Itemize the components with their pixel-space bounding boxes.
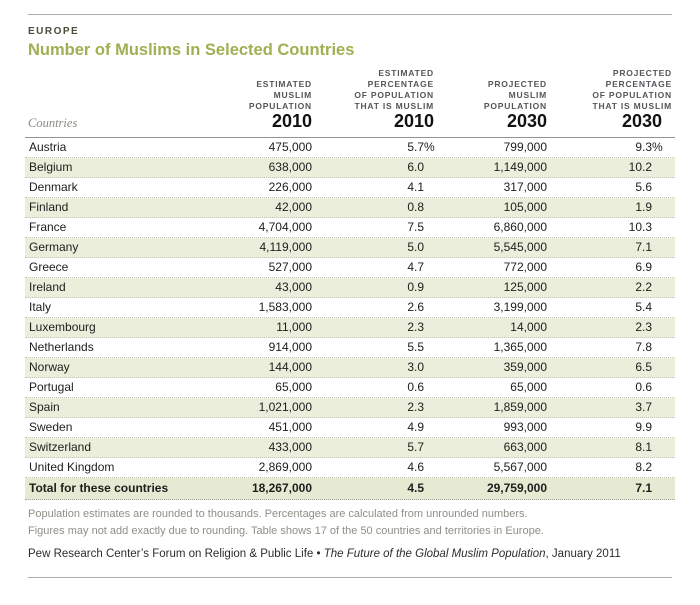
pct-2010-value: 4.1 bbox=[407, 180, 424, 194]
country-name: Luxembourg bbox=[29, 320, 96, 334]
column-header-line: OF POPULATION bbox=[592, 90, 672, 100]
source-line bbox=[28, 548, 621, 560]
table-row bbox=[25, 238, 675, 258]
pct-2030-value: 5.4 bbox=[635, 300, 652, 314]
table-row bbox=[25, 298, 675, 318]
pop-2030-value: 29,759,000 bbox=[486, 481, 547, 495]
pop-2030-value: 317,000 bbox=[503, 180, 547, 194]
pct-2030-value: 7.8 bbox=[635, 340, 652, 354]
pop-2030-value: 799,000 bbox=[503, 140, 547, 154]
table-row bbox=[25, 158, 675, 178]
column-year-1: 2010 bbox=[271, 111, 312, 131]
pop-2030-value: 359,000 bbox=[503, 360, 547, 374]
pct-2010-value: 2.3 bbox=[407, 400, 424, 414]
table-row bbox=[25, 378, 675, 398]
source-suffix: , January 2011 bbox=[545, 548, 621, 560]
country-name: Finland bbox=[29, 200, 69, 214]
table-row bbox=[25, 318, 675, 338]
pop-2030-value: 3,199,000 bbox=[493, 300, 547, 314]
column-header-line: OF POPULATION bbox=[354, 90, 434, 100]
table-row bbox=[25, 258, 675, 278]
pct-2030-value: 8.2 bbox=[635, 460, 652, 474]
country-name: Italy bbox=[29, 300, 52, 314]
column-year-3: 2030 bbox=[506, 111, 547, 131]
pop-2010-value: 4,119,000 bbox=[259, 240, 312, 254]
pop-2010-value: 226,000 bbox=[268, 180, 312, 194]
table-row bbox=[25, 398, 675, 418]
pop-2030-value: 1,365,000 bbox=[493, 340, 547, 354]
footnote-line-1: Population estimates are rounded to thousands. Percentages are calculated from unrounded numbers. bbox=[28, 508, 528, 520]
pop-2030-value: 105,000 bbox=[503, 200, 547, 214]
table-row bbox=[25, 178, 675, 198]
pop-2030-value: 1,149,000 bbox=[493, 160, 547, 174]
country-name: Norway bbox=[29, 360, 70, 374]
pct-2030-value: 0.6 bbox=[635, 380, 652, 394]
pct-2010-value: 2.3 bbox=[407, 320, 424, 334]
country-name: Germany bbox=[29, 240, 79, 254]
pop-2010-value: 144,000 bbox=[268, 360, 312, 374]
country-name: Greece bbox=[29, 260, 69, 274]
country-name: Belgium bbox=[29, 160, 73, 174]
pct-2030-value: 7.1 bbox=[635, 481, 652, 495]
table-row bbox=[25, 218, 675, 238]
pop-2010-value: 638,000 bbox=[268, 160, 312, 174]
pop-2010-value: 43,000 bbox=[275, 280, 312, 294]
pct-2010-value: 4.6 bbox=[407, 460, 424, 474]
column-header-line: PROJECTED bbox=[612, 68, 672, 78]
pct-2010-value: 5.7 bbox=[407, 440, 424, 454]
pct-2030-value: 5.6 bbox=[635, 180, 652, 194]
column-header-line: ESTIMATED bbox=[256, 79, 312, 89]
pop-2010-value: 1,583,000 bbox=[258, 300, 312, 314]
pct-2030-value: 2.3 bbox=[635, 320, 652, 334]
column-year-4: 2030 bbox=[621, 111, 662, 131]
pct-2030-value: 9.3 bbox=[635, 140, 652, 154]
column-header-3 bbox=[484, 79, 547, 112]
pop-2010-value: 18,267,000 bbox=[251, 481, 312, 495]
table-row bbox=[25, 458, 675, 478]
pct-2010-value: 5.5 bbox=[407, 340, 424, 354]
table-row bbox=[25, 338, 675, 358]
column-header-line: ESTIMATED bbox=[378, 68, 434, 78]
pop-2010-value: 527,000 bbox=[268, 260, 312, 274]
pct-2010-value: 3.0 bbox=[407, 360, 424, 374]
column-header-line: THAT IS MUSLIM bbox=[592, 101, 672, 111]
column-header-line: PROJECTED bbox=[487, 79, 547, 89]
footnote-line-2: Figures may not add exactly due to rounding. Table shows 17 of the 50 countries and territories in Europe. bbox=[28, 524, 544, 537]
country-name: Spain bbox=[29, 400, 60, 414]
region-label: EUROPE bbox=[28, 26, 80, 37]
column-header-line: POPULATION bbox=[248, 101, 312, 111]
country-name: Denmark bbox=[29, 180, 78, 194]
pop-2030-value: 5,567,000 bbox=[493, 460, 547, 474]
source-prefix: Pew Research Center’s Forum on Religion & Public Life • bbox=[28, 548, 324, 560]
pct-2030-value: 6.9 bbox=[635, 260, 652, 274]
column-year-2: 2010 bbox=[393, 111, 434, 131]
pct-2030-value: 1.9 bbox=[635, 200, 652, 214]
pop-2030-value: 6,860,000 bbox=[493, 220, 547, 234]
column-header-2 bbox=[354, 68, 434, 112]
country-name: Austria bbox=[29, 140, 67, 154]
pct-2010-value: 7.5 bbox=[407, 220, 424, 234]
country-name: Switzerland bbox=[29, 440, 92, 454]
pop-2030-value: 65,000 bbox=[510, 380, 547, 394]
pop-2030-value: 5,545,000 bbox=[493, 240, 547, 254]
column-header-line: THAT IS MUSLIM bbox=[354, 101, 434, 111]
column-header-line: PERCENTAGE bbox=[367, 79, 434, 89]
column-header-1 bbox=[249, 79, 312, 112]
pop-2030-value: 125,000 bbox=[503, 280, 547, 294]
country-name: France bbox=[29, 220, 67, 234]
column-header-line: PERCENTAGE bbox=[605, 79, 672, 89]
pop-2010-value: 65,000 bbox=[275, 380, 312, 394]
pop-2010-value: 42,000 bbox=[275, 200, 312, 214]
table-row bbox=[25, 278, 675, 298]
source-title-italic: The Future of the Global Muslim Population bbox=[323, 548, 546, 560]
pct-2030-value: 9.9 bbox=[635, 420, 652, 434]
pop-2010-value: 433,000 bbox=[268, 440, 312, 454]
pop-2010-value: 11,000 bbox=[276, 320, 312, 334]
column-header-line: POPULATION bbox=[483, 101, 547, 111]
total-row bbox=[25, 478, 675, 500]
pct-2030-percent-sign: % bbox=[652, 140, 663, 154]
top-divider bbox=[28, 14, 672, 15]
pop-2010-value: 4,704,000 bbox=[258, 220, 312, 234]
table-row bbox=[25, 418, 675, 438]
table-body bbox=[25, 137, 675, 500]
pct-2030-value: 3.7 bbox=[635, 400, 652, 414]
country-name: United Kingdom bbox=[29, 460, 115, 474]
pop-2010-value: 451,000 bbox=[268, 420, 312, 434]
pct-2010-value: 4.9 bbox=[407, 420, 424, 434]
pct-2030-value: 2.2 bbox=[635, 280, 652, 294]
pop-2010-value: 2,869,000 bbox=[258, 460, 312, 474]
country-name: Portugal bbox=[29, 380, 74, 394]
table-row bbox=[25, 138, 675, 158]
pct-2010-value: 5.0 bbox=[407, 240, 424, 254]
pop-2010-value: 914,000 bbox=[268, 340, 312, 354]
pop-2030-value: 663,000 bbox=[503, 440, 547, 454]
pct-2010-value: 2.6 bbox=[407, 300, 424, 314]
table-row bbox=[25, 438, 675, 458]
pct-2010-value: 4.5 bbox=[407, 481, 424, 495]
pop-2010-value: 1,021,000 bbox=[258, 400, 312, 414]
pct-2010-value: 0.6 bbox=[407, 380, 424, 394]
table-row bbox=[25, 358, 675, 378]
pct-2030-value: 7.1 bbox=[635, 240, 652, 254]
pop-2030-value: 772,000 bbox=[503, 260, 547, 274]
table-title: Number of Muslims in Selected Countries bbox=[28, 41, 355, 59]
table-row bbox=[25, 198, 675, 218]
pct-2030-value: 8.1 bbox=[635, 440, 652, 454]
pct-2030-value: 10.2 bbox=[628, 160, 652, 174]
column-header-line: MUSLIM bbox=[273, 90, 312, 100]
pop-2030-value: 993,000 bbox=[503, 420, 547, 434]
countries-column-label: Countries bbox=[28, 116, 78, 130]
country-name: Netherlands bbox=[29, 340, 94, 354]
pct-2030-value: 10.3 bbox=[628, 220, 652, 234]
footnotes bbox=[28, 506, 544, 539]
pct-2030-value: 6.5 bbox=[635, 360, 652, 374]
country-name: Total for these countries bbox=[29, 481, 169, 495]
pct-2010-value: 4.7 bbox=[407, 260, 424, 274]
pct-2010-value: 0.8 bbox=[407, 200, 424, 214]
column-header-line: MUSLIM bbox=[508, 90, 547, 100]
bottom-divider bbox=[28, 577, 672, 578]
pop-2030-value: 14,000 bbox=[510, 320, 547, 334]
pct-2010-value: 6.0 bbox=[407, 160, 424, 174]
pct-2010-value: 5.7 bbox=[407, 140, 424, 154]
column-header-4 bbox=[592, 68, 672, 112]
pop-2010-value: 475,000 bbox=[268, 140, 312, 154]
pct-2010-percent-sign: % bbox=[424, 140, 435, 154]
pct-2010-value: 0.9 bbox=[407, 280, 424, 294]
country-name: Ireland bbox=[29, 280, 66, 294]
pop-2030-value: 1,859,000 bbox=[493, 400, 547, 414]
country-name: Sweden bbox=[29, 420, 73, 434]
